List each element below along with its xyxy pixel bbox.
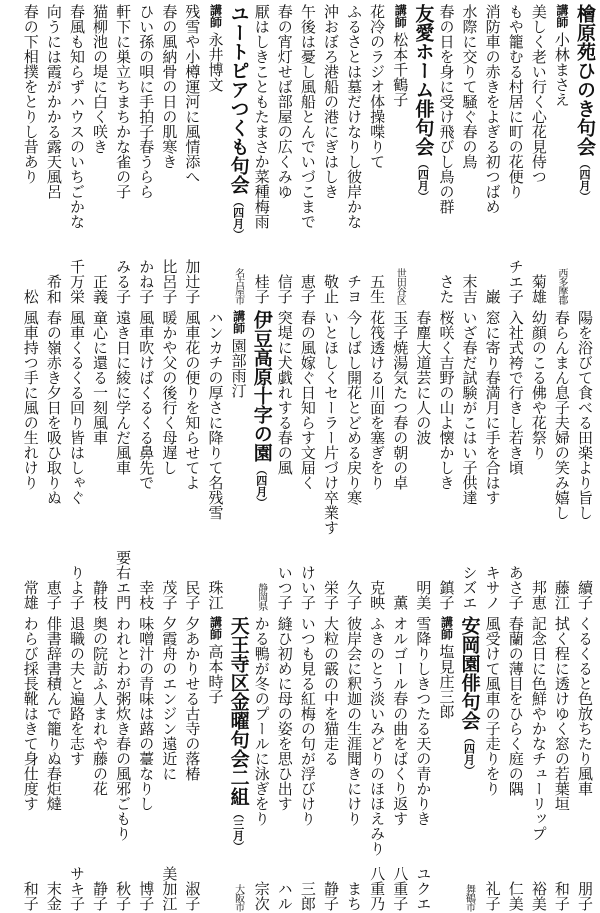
teacher-block [388, 4, 411, 107]
haiku-author: 鎮子 [437, 580, 456, 610]
haiku-author: 静枝 [91, 580, 110, 610]
haiku-author: 栄子 [321, 580, 340, 610]
haiku-line [134, 616, 157, 911]
haiku-line [19, 616, 42, 911]
haiku-author: 静子 [321, 881, 340, 911]
group-heading [457, 616, 480, 776]
haiku-author: 裕美 [529, 881, 548, 911]
haiku-line [411, 616, 434, 911]
haiku-text: わらび採長靴はきて身仕度す [21, 616, 40, 811]
haiku-author: まち [345, 881, 364, 911]
haiku-author: 静子 [91, 881, 110, 911]
haiku-author: いつ子 [275, 565, 294, 610]
haiku-line [342, 4, 365, 304]
haiku-author: キサノ [483, 565, 502, 610]
haiku-line [19, 4, 42, 304]
haiku-line [457, 310, 480, 610]
teacher-block [227, 310, 250, 398]
haiku-text: ハンカチの厚さに降りて名残雪 [206, 310, 225, 520]
haiku-line [481, 4, 504, 304]
teacher-name: 小林まさえ [552, 32, 571, 107]
group-title: 天王寺区金曜句会二組 [227, 616, 250, 806]
haiku-text: 今しばし開花とどめる戻り寒 [345, 310, 364, 505]
tier-bottom [0, 616, 600, 911]
haiku-text: 風車吹けばくるくる鼻先で [137, 310, 156, 490]
group-title: 安岡園俳句会 [458, 616, 481, 730]
haiku-author: 仁美 [506, 881, 525, 911]
teacher-line [434, 616, 457, 911]
haiku-line [527, 616, 550, 911]
haiku-author: 幸枝 [137, 580, 156, 610]
group-month: （四月） [578, 158, 591, 202]
tier-columns [0, 616, 600, 911]
haiku-author: 邦恵 [529, 580, 548, 610]
haiku-text: ふきのとう淡いみどりのほほえみり [368, 616, 387, 856]
haiku-text: 夕あかりせる古寺の落椿 [183, 616, 202, 781]
haiku-line [250, 4, 273, 304]
tier-top [0, 4, 600, 304]
teacher-name: 園部雨汀 [229, 338, 248, 398]
haiku-line [434, 310, 457, 610]
haiku-line [250, 616, 273, 911]
haiku-line [111, 310, 134, 610]
haiku-text: 玉子焼湯気たつ春の朝の卓 [391, 310, 410, 490]
haiku-line [19, 310, 42, 610]
haiku-text: 桜咲く吉野の山よ懐かしき [437, 310, 456, 490]
group-heading [227, 4, 250, 240]
haiku-text: 花筏透ける川面を塞ぎをり [368, 310, 387, 490]
haiku-line [527, 4, 550, 304]
haiku-line [42, 310, 65, 610]
haiku-text: 向うには霞がかかる露天風呂 [44, 4, 63, 199]
haiku-text: かる鴨が冬のプールに泳ぎをり [252, 616, 271, 826]
haiku-text: 突堤に犬戯れする春の風 [275, 310, 294, 475]
group-month: （四月） [231, 196, 245, 240]
haiku-author: 巌 [483, 289, 502, 304]
group-area: 静岡県 [255, 583, 267, 610]
haiku-line [504, 310, 527, 610]
haiku-text: 大粒の霰の中を猫走る [321, 616, 340, 766]
haiku-text: 花冷のラジオ体操喋りて [368, 4, 387, 169]
haiku-text: 彼岸会に釈迦の生涯聞きにけり [345, 616, 364, 826]
haiku-line [273, 4, 296, 304]
group-heading [573, 4, 596, 202]
haiku-text: 午後は憂し風船とんでいづこまで [298, 4, 317, 229]
haiku-author: 久子 [345, 580, 364, 610]
tier-middle [0, 310, 600, 610]
teacher-block [434, 616, 457, 719]
haiku-author: 八重子 [391, 866, 410, 911]
haiku-text: 美しく老い行く心花見侍つ [529, 4, 548, 184]
haiku-author: 桂子 [252, 274, 271, 304]
group-heading-column [457, 616, 480, 911]
haiku-author: 宗次 [252, 881, 271, 911]
haiku-author: かね子 [137, 259, 156, 304]
haiku-line [157, 4, 180, 304]
teacher-label: 講師 [439, 616, 454, 640]
group-heading-column [227, 4, 250, 304]
haiku-author: 要右エ門 [114, 550, 133, 610]
tier-columns [0, 310, 600, 610]
haiku-line [157, 616, 180, 911]
group-title: 檜原苑ひのき句会 [574, 4, 596, 156]
haiku-text: 記念日に色鮮やかなチューリップ [529, 616, 548, 841]
haiku-text: 春の日を身に受け飛びし鳥の群 [437, 4, 456, 214]
haiku-text: くるくると色放ちたり風車 [576, 616, 594, 796]
haiku-line [365, 616, 388, 911]
group-title: 伊豆高原十字の園 [250, 310, 273, 462]
haiku-line [88, 4, 111, 304]
haiku-author: チヨ [345, 274, 364, 304]
haiku-author: 秋子 [114, 881, 133, 911]
haiku-author: 千万栄 [67, 259, 86, 304]
haiku-text: 暖かや父の後行く母遅し [160, 310, 179, 475]
haiku-text: いとほしくセーラー片づけ卒業す [321, 310, 340, 535]
haiku-author: 加辻子 [183, 259, 202, 304]
teacher-name: 高本時子 [206, 644, 225, 704]
haiku-line [65, 4, 88, 304]
haiku-text: 軒下に巣立ちまちかな雀の子 [114, 4, 133, 199]
teacher-line [388, 4, 411, 304]
haiku-text: 春らんまん息子夫婦の笑み嬉し [552, 310, 571, 520]
haiku-text: 味噌汁の青味は蕗の薹なりし [137, 616, 156, 811]
haiku-author: 朋子 [576, 881, 594, 911]
haiku-author: けい子 [298, 565, 317, 610]
haiku-text: 春塵大道芸に人の波 [414, 310, 433, 445]
haiku-author: 明美 [414, 580, 433, 610]
haiku-text: 春の風嫁ぐ日知らす文届く [298, 310, 317, 490]
haiku-author: 正義 [91, 274, 110, 304]
haiku-line [88, 616, 111, 911]
haiku-author: みる子 [114, 259, 133, 304]
group-heading-column [573, 4, 596, 304]
group-heading [250, 310, 273, 508]
haiku-line [111, 616, 134, 911]
haiku-text: 残雪や小樽運河に風情添へ [183, 4, 202, 184]
teacher-line [203, 616, 226, 911]
haiku-text: もや籠むる村居に町の花便り [506, 4, 525, 199]
group-heading-column [227, 616, 250, 911]
haiku-author: さた [437, 274, 456, 304]
haiku-line [342, 616, 365, 911]
haiku-author: 博子 [137, 881, 156, 911]
haiku-text: 窓に寄り春満月に手を合はす [483, 310, 502, 505]
haiku-author: チエ子 [506, 259, 525, 304]
teacher-line [550, 4, 573, 304]
haiku-line [434, 4, 457, 304]
haiku-text: 入社式袴で行きし若き頃 [506, 310, 525, 475]
group-month: （四月） [254, 464, 268, 508]
haiku-text: 縫ひ初めに母の姿を思ひ出す [275, 616, 294, 811]
teacher-label: 講師 [554, 4, 569, 28]
haiku-text: 猫柳池の堤に白く咲き [91, 4, 110, 154]
haiku-text: 童心に還る一刻風車 [91, 310, 110, 445]
teacher-label: 講師 [231, 310, 246, 334]
haiku-text: 俳書辞書積んで籠りぬ春炬燵 [44, 616, 63, 811]
haiku-text: 雪降りしきつたる天の青かりき [414, 616, 433, 826]
haiku-author: あさ子 [506, 565, 525, 610]
haiku-author: 恵子 [44, 580, 63, 610]
teacher-label: 講師 [208, 616, 223, 640]
haiku-line [296, 310, 319, 610]
group-heading [411, 4, 434, 202]
haiku-line [481, 310, 504, 610]
haiku-author: 克映 [368, 580, 387, 610]
haiku-text: 消防車の赤きをよぎる初つばめ [483, 4, 502, 214]
haiku-line [88, 310, 111, 610]
haiku-line [457, 4, 480, 304]
haiku-author: 美加江 [160, 866, 179, 911]
haiku-author: 藤江 [552, 580, 571, 610]
haiku-text: 春の下相撲をとりし昔あり [21, 4, 40, 184]
haiku-text: 風車持つ手に風の生れけり [21, 310, 40, 490]
group-area: 大阪市 [232, 884, 244, 911]
haiku-author: 常雄 [21, 580, 40, 610]
haiku-text: 奥の院訪ふ人まれや藤の花 [91, 616, 110, 796]
haiku-line [203, 310, 226, 610]
teacher-name: 永井博文 [206, 32, 225, 92]
haiku-line [157, 310, 180, 610]
group-area: 西多摩郡 [555, 268, 567, 304]
group-heading-column [250, 310, 273, 610]
haiku-line [388, 310, 411, 610]
haiku-line [365, 310, 388, 610]
haiku-author: 淑子 [183, 881, 202, 911]
haiku-author: 和子 [21, 881, 40, 911]
group-heading [227, 616, 250, 852]
haiku-author: 信子 [275, 274, 294, 304]
haiku-text: われとわが粥炊き春の風邪ごもり [114, 616, 133, 841]
haiku-line [342, 310, 365, 610]
haiku-line [481, 616, 504, 911]
haiku-author: 敬止 [321, 274, 340, 304]
teacher-line [227, 310, 250, 610]
teacher-line [203, 4, 226, 304]
haiku-text: いつも見る紅梅の句が浮びけり [298, 616, 317, 826]
haiku-line [365, 4, 388, 304]
haiku-author: 茂子 [160, 580, 179, 610]
haiku-author: 五生 [368, 274, 387, 304]
haiku-line [573, 616, 596, 911]
haiku-text: いざ春だ試験がこはい子供達 [460, 310, 479, 505]
haiku-text: 春蘭の薄目をひらく庭の隅 [506, 616, 525, 796]
haiku-text: 退職の夫と遍路を志す [67, 616, 86, 766]
haiku-author: 和子 [552, 881, 571, 911]
group-title: 友愛ホーム俳句会 [412, 4, 435, 156]
haiku-author: 三郎 [298, 881, 317, 911]
haiku-line [42, 616, 65, 911]
haiku-text: 幼顔のこる佛や花祭り [529, 310, 548, 460]
haiku-author: 恵子 [298, 274, 317, 304]
haiku-text: 春の風納骨の日の肌寒き [160, 4, 179, 169]
haiku-line [180, 310, 203, 610]
group-area: 舞鶴市 [463, 884, 475, 911]
haiku-line [319, 4, 342, 304]
group-area: 世田谷区 [394, 268, 406, 304]
haiku-line [411, 310, 434, 610]
haiku-line [573, 310, 596, 610]
haiku-author: 民子 [183, 580, 202, 610]
haiku-author: 珠江 [206, 580, 225, 610]
haiku-text: 遠き日に綾に学んだ風車 [114, 310, 133, 475]
haiku-line [550, 310, 573, 610]
haiku-line [42, 4, 65, 304]
group-area: 名古屋市 [232, 268, 244, 304]
group-title: ユートピアつくも句会 [227, 4, 250, 194]
haiku-line [296, 4, 319, 304]
teacher-label: 講師 [393, 4, 408, 28]
haiku-line [527, 310, 550, 610]
haiku-text: オルゴール春の曲をばくり返す [391, 616, 410, 826]
haiku-author: りよ子 [67, 565, 86, 610]
haiku-line [319, 616, 342, 911]
group-month: （三月） [231, 808, 245, 852]
haiku-text: 風受けて風車の子走りをり [483, 616, 502, 796]
haiku-text: ふるさとは墓だけなりし彼岸かな [345, 4, 364, 229]
haiku-line [134, 310, 157, 610]
haiku-author: 礼子 [483, 881, 502, 911]
haiku-author: 末吉 [460, 274, 479, 304]
tier-columns [0, 4, 600, 304]
teacher-name: 塩見庄三郎 [437, 644, 456, 719]
teacher-block [550, 4, 573, 107]
haiku-line [388, 616, 411, 911]
haiku-line [65, 310, 88, 610]
haiku-author: 續子 [576, 580, 594, 610]
haiku-line [273, 616, 296, 911]
haiku-author: 八重乃 [368, 866, 387, 911]
haiku-line [273, 310, 296, 610]
haiku-author: ハル [275, 881, 294, 911]
haiku-author: 松 [21, 289, 40, 304]
haiku-author: シズエ [460, 565, 479, 610]
group-heading-column [411, 4, 434, 304]
teacher-name: 松本千鶴子 [391, 32, 410, 107]
haiku-author: 比呂子 [160, 259, 179, 304]
haiku-text: 沖おぼろ港船の港にぎはしき [321, 4, 340, 199]
haiku-line [180, 4, 203, 304]
haiku-text: ひい孫の唄に手拍子春うらら [137, 4, 156, 199]
haiku-line [65, 616, 88, 911]
haiku-author: 菊雄 [529, 274, 548, 304]
haiku-line [319, 310, 342, 610]
haiku-line [134, 4, 157, 304]
haiku-text: 風車くるくる回り皆はしゃぐ [67, 310, 86, 505]
haiku-author: ユクエ [414, 866, 433, 911]
haiku-line [504, 616, 527, 911]
teacher-block [203, 616, 226, 704]
haiku-author: 薫 [391, 595, 410, 610]
haiku-text: 春風も知らずハウスのいちごかな [67, 4, 86, 229]
group-month: （四月） [462, 732, 476, 776]
haiku-text: 風車花の便りを知らせてよ [183, 310, 202, 490]
haiku-text: 厭はしきこともたまさか菜種梅雨 [252, 4, 271, 229]
teacher-block [203, 4, 226, 92]
teacher-label: 講師 [208, 4, 223, 28]
haiku-text: 春の嶺赤き夕日を吸ひ取りぬ [44, 310, 63, 505]
haiku-line [111, 4, 134, 304]
haiku-author: 希和 [44, 274, 63, 304]
haiku-text: 拭く程に透けゆく窓の若葉垣 [552, 616, 571, 811]
haiku-text: 夕霞舟のエンジン遠近に [160, 616, 179, 781]
haiku-line [550, 616, 573, 911]
haiku-line [296, 616, 319, 911]
haiku-line [504, 4, 527, 304]
haiku-author: サキ子 [67, 866, 86, 911]
haiku-author: 末金 [44, 881, 63, 911]
group-month: （四月） [416, 158, 430, 202]
haiku-text: 陽を浴びて食べる田楽より旨し [576, 310, 594, 520]
haiku-line [180, 616, 203, 911]
haiku-text: 水際に交りて騒ぐ春の鳥 [460, 4, 479, 169]
haiku-text: 春の宵灯せば部屋の広くみゆ [275, 4, 294, 199]
